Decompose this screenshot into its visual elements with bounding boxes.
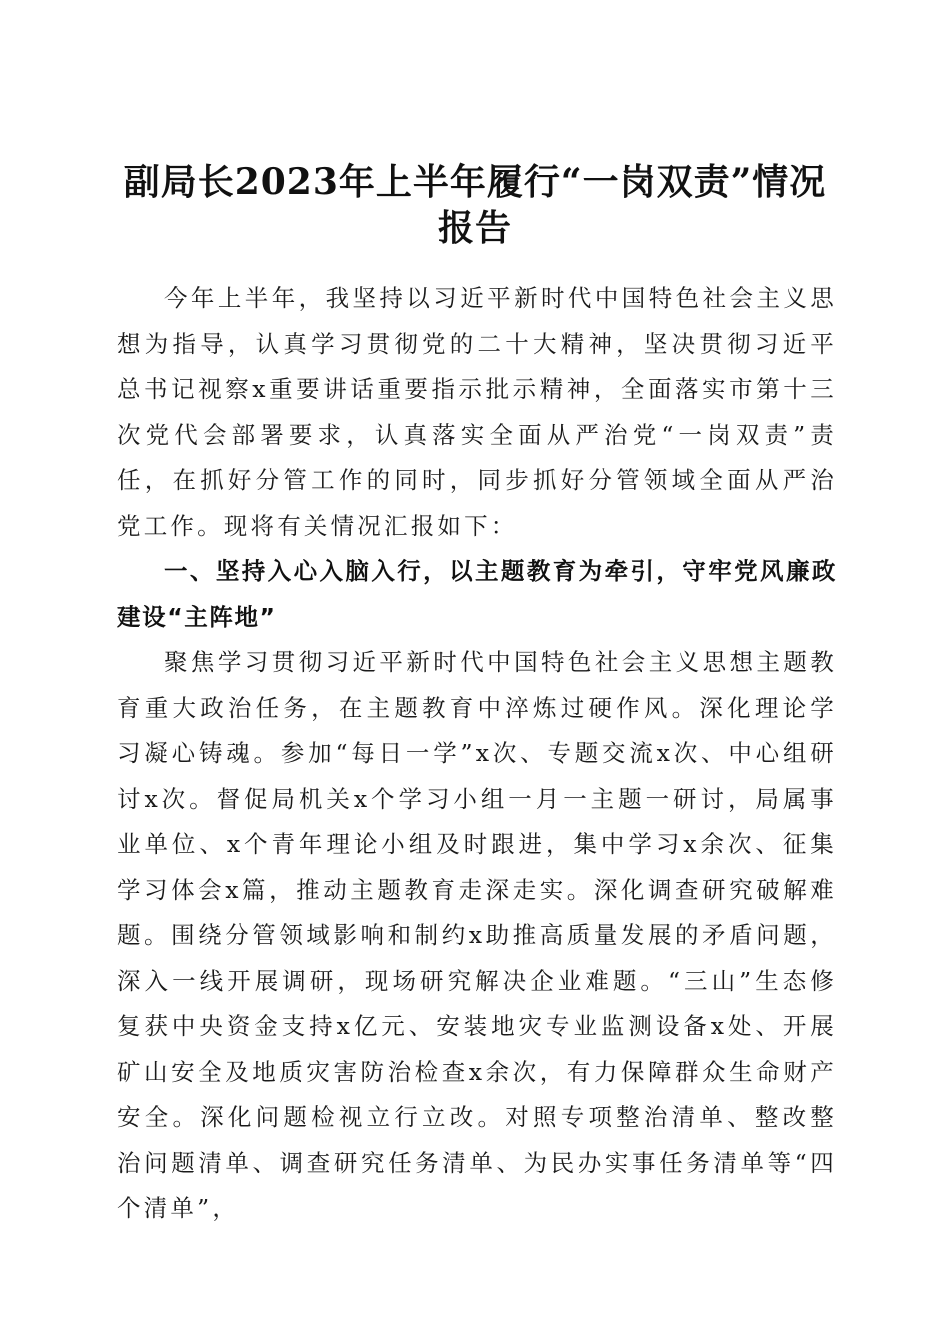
section-paragraph: 聚焦学习贯彻习近平新时代中国特色社会主义思想主题教育重大政治任务，在主题教育中淬炼过硬作风。深化理论学习凝心铸魂。参加“每日一学”x次、专题交流x次、中心组研讨x次。督促局机关x个学习小组一月一主题一研讨，局属事业单位、x个青年理论小组及时跟进，集中学习x余次、征集学习体会x篇，推动主题教育走深走实。深化调查研究破解难题。围绕分管领域影响和制约x助推高质量发展的矛盾问题，深入一线开展调研，现场研究解决企业难题。“三山”生态修复获中央资金支持x亿元、安装地灾专业监测设备x处、开展矿山安全及地质灾害防治检查x余次，有力保障群众生命财产安全。深化问题检视立行立改。对照专项整治清单、整改整治问题清单、调查研究任务清单、为民办实事任务清单等“四个清单”， [117,648,837,1222]
document-title: 副局长2023年上半年履行“一岗双责”情况报告 [123,161,827,250]
document-body [117,276,837,1232]
section-heading: 一、坚持入心入脑入行，以主题教育为牵引，守牢党风廉政建设“主阵地” [117,557,837,631]
intro-paragraph: 今年上半年，我坚持以习近平新时代中国特色社会主义思想为指导，认真学习贯彻党的二十大精神，坚决贯彻习近平总书记视察x重要讲话重要指示批示精神，全面落实市第十三次党代会部署要求，认真落实全面从严治党“一岗双责”责任，在抓好分管工作的同时，同步抓好分管领域全面从严治党工作。现将有关情况汇报如下： [117,284,837,540]
